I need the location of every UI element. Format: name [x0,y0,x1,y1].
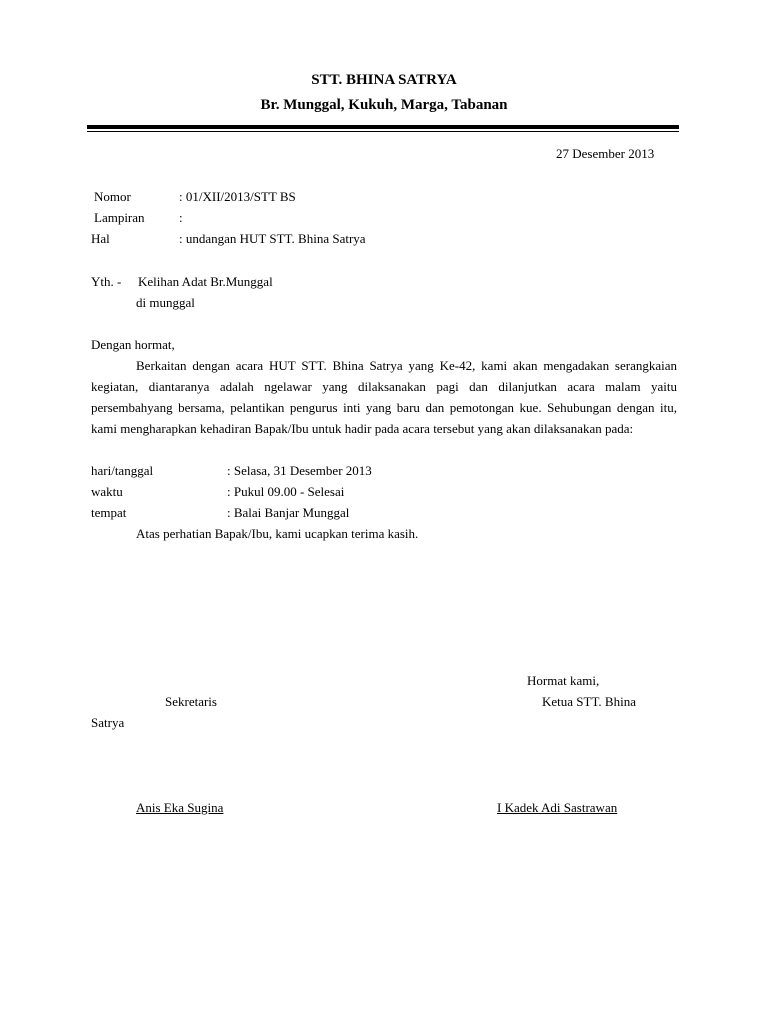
meta-label-hal: Hal [91,231,110,246]
header-divider-thick [87,125,679,129]
greeting: Dengan hormat, [91,337,175,352]
letter-date: 27 Desember 2013 [556,146,655,161]
recipient-place: di munggal [136,295,195,310]
signature-regards: Hormat kami, [527,673,600,688]
detail-value-place: : Balai Banjar Munggal [227,505,350,520]
meta-value-hal: : undangan HUT STT. Bhina Satrya [179,231,366,246]
org-name: STT. BHINA SATRYA [311,72,457,88]
body-paragraph [91,355,677,439]
closing-text: Atas perhatian Bapak/Ibu, kami ucapkan terima kasih. [136,526,419,541]
detail-label-place: tempat [91,505,127,520]
detail-label-time: waktu [91,484,123,499]
recipient-prefix: Yth. - [91,274,122,289]
detail-value-time: : Pukul 09.00 - Selesai [227,484,345,499]
meta-value-nomor: : 01/XII/2013/STT BS [179,189,296,204]
meta-label-nomor: Nomor [94,189,131,204]
signature-right-title: Ketua STT. Bhina [542,694,636,709]
meta-label-lampiran: Lampiran [94,210,145,225]
recipient-name: Kelihan Adat Br.Munggal [138,274,273,289]
meta-value-lampiran: : [179,210,183,225]
body-paragraph-text: Berkaitan dengan acara HUT STT. Bhina Satrya yang Ke-42, kami akan mengadakan serangkaian kegiatan, diantaranya adalah ngelawar yang dilaksanakan pagi dan dilanjutkan acara malam yaitu persembahyang bersama, pelantikan pengurus inti yang baru dan pemotongan kue. Sehubungan dengan itu, kami mengharapkan kehadiran Bapak/Ibu untuk hadir pada acara tersebut yang akan dilaksanakan pada: [91,358,677,436]
signature-left-name: Anis Eka Sugina [136,800,224,815]
detail-value-date: : Selasa, 31 Desember 2013 [227,463,372,478]
org-address: Br. Munggal, Kukuh, Marga, Tabanan [260,97,508,113]
signature-left-title: Sekretaris [165,694,217,709]
header-divider-thin [87,131,679,132]
detail-label-date: hari/tanggal [91,463,154,478]
signature-right-title-wrap: Satrya [91,715,125,730]
signature-right-name: I Kadek Adi Sastrawan [497,800,618,815]
